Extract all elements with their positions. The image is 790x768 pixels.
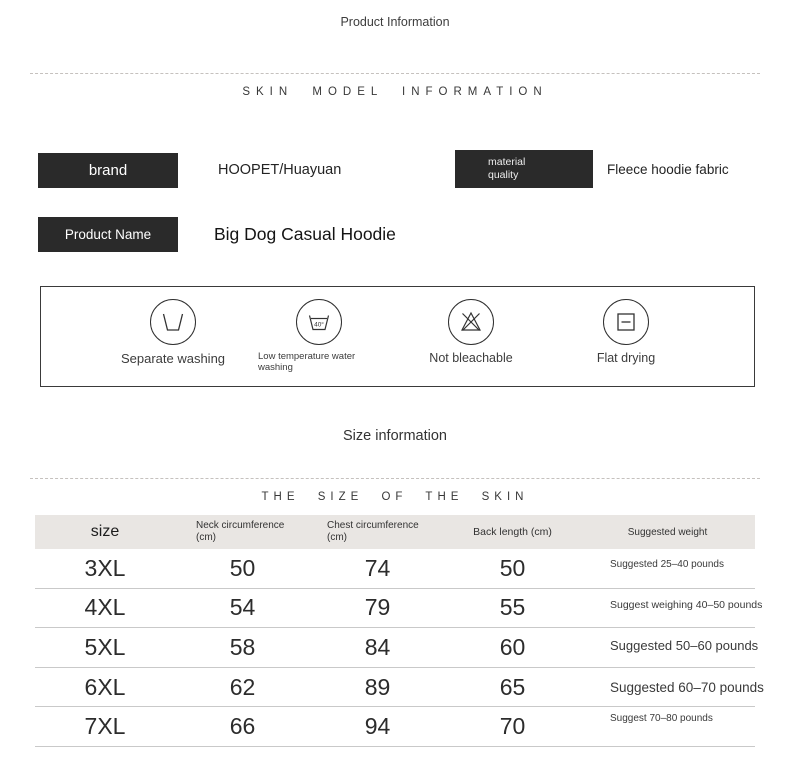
flat-drying-icon xyxy=(603,299,649,345)
cell-size: 4XL xyxy=(84,594,126,621)
cell-neck: 58 xyxy=(229,633,256,660)
product-name-value: Big Dog Casual Hoodie xyxy=(214,224,396,244)
care-label: Separate washing xyxy=(120,351,226,366)
care-label: Flat drying xyxy=(596,351,656,365)
size-table-header-row xyxy=(35,515,755,549)
cell-neck: 66 xyxy=(229,713,256,740)
cell-chest: 84 xyxy=(364,633,391,660)
care-instructions-box xyxy=(40,286,755,387)
cell-suggested-weight: Suggested 60–70 pounds xyxy=(610,679,764,695)
cell-suggested-weight: Suggest weighing 40–50 pounds xyxy=(610,598,763,611)
cell-neck: 50 xyxy=(229,554,256,581)
material-quality-value: Fleece hoodie fabric xyxy=(607,162,729,177)
cell-back: 55 xyxy=(499,594,526,621)
cell-size: 5XL xyxy=(84,633,126,660)
separate-washing-icon xyxy=(150,299,196,345)
care-item-not-bleachable xyxy=(386,299,556,365)
cell-suggested-weight: Suggested 25–40 pounds xyxy=(610,558,724,570)
cell-back: 60 xyxy=(499,633,526,660)
cell-size: 3XL xyxy=(84,554,126,581)
header-suggested-weight: Suggested weight xyxy=(627,526,708,538)
low-temperature-washing-icon xyxy=(296,299,342,345)
cell-size: 6XL xyxy=(84,673,126,700)
product-name-label-box xyxy=(38,217,178,252)
cell-suggested-weight: Suggest 70–80 pounds xyxy=(610,713,713,725)
header-neck-circumference: Neck circumference (cm) xyxy=(196,519,285,543)
cell-chest: 79 xyxy=(364,594,391,621)
material-quality-label-box xyxy=(455,150,593,188)
cell-chest: 89 xyxy=(364,673,391,700)
table-row xyxy=(35,589,763,629)
care-item-separate-washing xyxy=(88,299,258,366)
cell-back: 70 xyxy=(499,713,526,740)
brand-label: brand xyxy=(88,162,128,179)
care-label: Not bleachable xyxy=(429,351,513,365)
brand-label-box xyxy=(38,153,178,188)
size-information-title: Size information xyxy=(343,428,447,444)
cell-chest: 74 xyxy=(364,554,391,581)
header-size: size xyxy=(90,523,120,540)
product-name-label: Product Name xyxy=(64,227,152,242)
table-row xyxy=(35,707,755,747)
section-title-the-size-of-the-skin: THE SIZE OF THE SKIN xyxy=(261,491,529,503)
cell-neck: 62 xyxy=(229,673,256,700)
care-item-flat-drying xyxy=(541,299,711,365)
material-quality-label: material quality xyxy=(488,156,526,181)
care-item-low-temperature-washing xyxy=(258,299,380,373)
cell-suggested-weight: Suggested 50–60 pounds xyxy=(610,637,759,653)
table-row xyxy=(35,668,764,708)
divider-dashed-bottom xyxy=(30,478,760,479)
wash-temp-text: 40° xyxy=(314,321,324,329)
header-chest-circumference: Chest circumference (cm) xyxy=(327,519,419,543)
cell-back: 50 xyxy=(499,554,526,581)
cell-size: 7XL xyxy=(84,713,126,740)
divider-dashed-top xyxy=(30,73,760,74)
header-back-length: Back length (cm) xyxy=(473,526,552,538)
size-table xyxy=(35,515,764,747)
brand-value: HOOPET/Huayuan xyxy=(218,162,342,178)
table-row xyxy=(35,549,755,589)
cell-chest: 94 xyxy=(364,713,391,740)
cell-back: 65 xyxy=(499,673,526,700)
cell-neck: 54 xyxy=(229,594,256,621)
care-label: Low temperature water washing xyxy=(258,351,356,373)
page-title: Product Information xyxy=(340,15,450,29)
section-title-skin-model-information: SKIN MODEL INFORMATION xyxy=(242,86,548,98)
no-bleach-icon xyxy=(448,299,494,345)
table-row xyxy=(35,628,759,668)
